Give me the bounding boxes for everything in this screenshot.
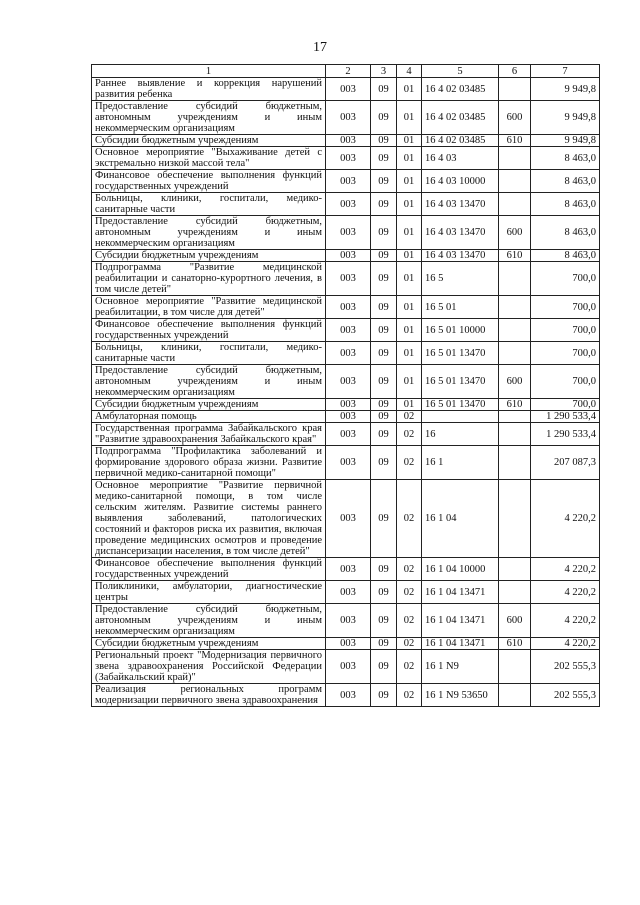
row-name-cell: Поликлиники, амбулатории, диагностические центры [92, 581, 326, 604]
target-article-cell: 16 5 01 13470 [422, 365, 499, 399]
target-article-cell: 16 4 03 13470 [422, 193, 499, 216]
admin-code-cell: 003 [326, 650, 371, 684]
section-cell: 09 [371, 365, 397, 399]
section-cell: 09 [371, 135, 397, 147]
table-row [92, 684, 600, 707]
table-row [92, 262, 600, 296]
admin-code-cell: 003 [326, 135, 371, 147]
amount-cell: 8 463,0 [531, 193, 600, 216]
row-name-cell: Субсидии бюджетным учреждениям [92, 250, 326, 262]
section-cell: 09 [371, 411, 397, 423]
amount-cell: 700,0 [531, 365, 600, 399]
expense-type-cell [499, 147, 531, 170]
amount-cell: 4 220,2 [531, 558, 600, 581]
amount-cell: 700,0 [531, 342, 600, 365]
amount-cell: 9 949,8 [531, 78, 600, 101]
admin-code-cell: 003 [326, 423, 371, 446]
target-article-cell: 16 1 N9 53650 [422, 684, 499, 707]
admin-code-cell: 003 [326, 480, 371, 558]
column-header: 5 [422, 65, 499, 78]
subsection-cell: 02 [397, 604, 422, 638]
admin-code-cell: 003 [326, 193, 371, 216]
row-name-cell: Основное мероприятие "Развитие первичной медико-санитарной помощи, в том числе сельским жителям. Развитие системы раннего выявления заболеваний, патологических состояний и факторов риска их развития, включая проведение медицинских осмотров и проведение диспансеризации населения, в том числе детей" [92, 480, 326, 558]
table-row [92, 216, 600, 250]
target-article-cell: 16 1 [422, 446, 499, 480]
section-cell: 09 [371, 147, 397, 170]
row-name-cell: Больницы, клиники, госпитали, медико-санитарные части [92, 193, 326, 216]
section-cell: 09 [371, 262, 397, 296]
section-cell: 09 [371, 78, 397, 101]
row-name-cell: Финансовое обеспечение выполнения функций государственных учреждений [92, 170, 326, 193]
expense-type-cell [499, 342, 531, 365]
column-header: 3 [371, 65, 397, 78]
target-article-cell: 16 4 03 13470 [422, 216, 499, 250]
row-name-cell: Финансовое обеспечение выполнения функций государственных учреждений [92, 558, 326, 581]
expense-type-cell: 610 [499, 399, 531, 411]
expense-type-cell [499, 650, 531, 684]
expense-type-cell: 600 [499, 101, 531, 135]
amount-cell: 202 555,3 [531, 684, 600, 707]
target-article-cell: 16 5 [422, 262, 499, 296]
row-name-cell: Подпрограмма "Профилактика заболеваний и формирование здорового образа жизни. Развитие первичной медико-санитарной помощи" [92, 446, 326, 480]
table-row [92, 319, 600, 342]
expense-type-cell: 610 [499, 250, 531, 262]
amount-cell: 8 463,0 [531, 147, 600, 170]
expense-type-cell [499, 170, 531, 193]
table-row [92, 342, 600, 365]
subsection-cell: 01 [397, 365, 422, 399]
row-name-cell: Раннее выявление и коррекция нарушений развития ребенка [92, 78, 326, 101]
amount-cell: 700,0 [531, 399, 600, 411]
admin-code-cell: 003 [326, 170, 371, 193]
table-row [92, 399, 600, 411]
subsection-cell: 01 [397, 101, 422, 135]
column-header: 1 [92, 65, 326, 78]
amount-cell: 9 949,8 [531, 135, 600, 147]
target-article-cell: 16 4 03 13470 [422, 250, 499, 262]
section-cell: 09 [371, 101, 397, 135]
row-name-cell: Основное мероприятие "Развитие медицинской реабилитации, в том числе для детей" [92, 296, 326, 319]
budget-table [91, 64, 600, 707]
subsection-cell: 02 [397, 411, 422, 423]
section-cell: 09 [371, 650, 397, 684]
admin-code-cell: 003 [326, 684, 371, 707]
subsection-cell: 01 [397, 250, 422, 262]
row-name-cell: Больницы, клиники, госпитали, медико-санитарные части [92, 342, 326, 365]
table-row [92, 604, 600, 638]
section-cell: 09 [371, 638, 397, 650]
target-article-cell: 16 5 01 13470 [422, 399, 499, 411]
amount-cell: 1 290 533,4 [531, 423, 600, 446]
subsection-cell: 01 [397, 262, 422, 296]
expense-type-cell [499, 480, 531, 558]
expense-type-cell [499, 319, 531, 342]
admin-code-cell: 003 [326, 296, 371, 319]
section-cell: 09 [371, 250, 397, 262]
subsection-cell: 01 [397, 342, 422, 365]
expense-type-cell [499, 411, 531, 423]
expense-type-cell: 610 [499, 638, 531, 650]
section-cell: 09 [371, 296, 397, 319]
section-cell: 09 [371, 480, 397, 558]
admin-code-cell: 003 [326, 216, 371, 250]
row-name-cell: Региональный проект "Модернизация первичного звена здравоохранения Российской Федерации (Забайкальский край)" [92, 650, 326, 684]
admin-code-cell: 003 [326, 558, 371, 581]
section-cell: 09 [371, 446, 397, 480]
row-name-cell: Основное мероприятие "Выхаживание детей с экстремально низкой массой тела" [92, 147, 326, 170]
expense-type-cell: 600 [499, 604, 531, 638]
expense-type-cell [499, 78, 531, 101]
target-article-cell: 16 1 04 13471 [422, 638, 499, 650]
row-name-cell: Предоставление субсидий бюджетным, автономным учреждениям и иным некоммерческим организациям [92, 216, 326, 250]
amount-cell: 9 949,8 [531, 101, 600, 135]
row-name-cell: Субсидии бюджетным учреждениям [92, 638, 326, 650]
admin-code-cell: 003 [326, 604, 371, 638]
target-article-cell: 16 4 03 [422, 147, 499, 170]
expense-type-cell [499, 446, 531, 480]
table-row [92, 423, 600, 446]
admin-code-cell: 003 [326, 342, 371, 365]
table-row [92, 250, 600, 262]
expense-type-cell: 600 [499, 216, 531, 250]
subsection-cell: 01 [397, 319, 422, 342]
table-row [92, 446, 600, 480]
amount-cell: 700,0 [531, 296, 600, 319]
table-row [92, 170, 600, 193]
table-row [92, 101, 600, 135]
row-name-cell: Амбулаторная помощь [92, 411, 326, 423]
target-article-cell: 16 4 02 03485 [422, 78, 499, 101]
target-article-cell [422, 411, 499, 423]
row-name-cell: Субсидии бюджетным учреждениям [92, 399, 326, 411]
target-article-cell: 16 1 04 [422, 480, 499, 558]
table-header-row [92, 65, 600, 78]
amount-cell: 207 087,3 [531, 446, 600, 480]
subsection-cell: 02 [397, 684, 422, 707]
subsection-cell: 02 [397, 446, 422, 480]
table-row [92, 480, 600, 558]
subsection-cell: 02 [397, 650, 422, 684]
admin-code-cell: 003 [326, 399, 371, 411]
amount-cell: 8 463,0 [531, 216, 600, 250]
expense-type-cell [499, 684, 531, 707]
column-header: 6 [499, 65, 531, 78]
admin-code-cell: 003 [326, 78, 371, 101]
amount-cell: 700,0 [531, 262, 600, 296]
target-article-cell: 16 1 N9 [422, 650, 499, 684]
expense-type-cell [499, 581, 531, 604]
subsection-cell: 01 [397, 216, 422, 250]
amount-cell: 4 220,2 [531, 480, 600, 558]
row-name-cell: Предоставление субсидий бюджетным, автономным учреждениям и иным некоммерческим организациям [92, 604, 326, 638]
page-number: 17 [313, 40, 327, 55]
subsection-cell: 01 [397, 147, 422, 170]
amount-cell: 1 290 533,4 [531, 411, 600, 423]
amount-cell: 4 220,2 [531, 581, 600, 604]
expense-type-cell: 610 [499, 135, 531, 147]
table-row [92, 78, 600, 101]
target-article-cell: 16 1 04 13471 [422, 604, 499, 638]
section-cell: 09 [371, 423, 397, 446]
admin-code-cell: 003 [326, 581, 371, 604]
amount-cell: 8 463,0 [531, 250, 600, 262]
section-cell: 09 [371, 558, 397, 581]
subsection-cell: 02 [397, 423, 422, 446]
table-row [92, 193, 600, 216]
target-article-cell: 16 5 01 13470 [422, 342, 499, 365]
expense-type-cell [499, 262, 531, 296]
admin-code-cell: 003 [326, 411, 371, 423]
table-row [92, 638, 600, 650]
row-name-cell: Предоставление субсидий бюджетным, автономным учреждениям и иным некоммерческим организациям [92, 101, 326, 135]
subsection-cell: 01 [397, 170, 422, 193]
target-article-cell: 16 1 04 13471 [422, 581, 499, 604]
row-name-cell: Предоставление субсидий бюджетным, автономным учреждениям и иным некоммерческим организациям [92, 365, 326, 399]
row-name-cell: Субсидии бюджетным учреждениям [92, 135, 326, 147]
table-row [92, 581, 600, 604]
subsection-cell: 01 [397, 296, 422, 319]
row-name-cell: Подпрограмма "Развитие медицинской реабилитации и санаторно-курортного лечения, в том числе детей" [92, 262, 326, 296]
section-cell: 09 [371, 399, 397, 411]
row-name-cell: Финансовое обеспечение выполнения функций государственных учреждений [92, 319, 326, 342]
target-article-cell: 16 5 01 10000 [422, 319, 499, 342]
row-name-cell: Государственная программа Забайкальского края "Развитие здравоохранения Забайкальского края" [92, 423, 326, 446]
amount-cell: 202 555,3 [531, 650, 600, 684]
table-row [92, 147, 600, 170]
target-article-cell: 16 4 02 03485 [422, 101, 499, 135]
amount-cell: 700,0 [531, 319, 600, 342]
amount-cell: 4 220,2 [531, 638, 600, 650]
admin-code-cell: 003 [326, 638, 371, 650]
section-cell: 09 [371, 170, 397, 193]
table-row [92, 365, 600, 399]
target-article-cell: 16 4 02 03485 [422, 135, 499, 147]
section-cell: 09 [371, 319, 397, 342]
amount-cell: 8 463,0 [531, 170, 600, 193]
table-row [92, 558, 600, 581]
subsection-cell: 02 [397, 558, 422, 581]
section-cell: 09 [371, 581, 397, 604]
table-row [92, 135, 600, 147]
section-cell: 09 [371, 342, 397, 365]
subsection-cell: 02 [397, 581, 422, 604]
target-article-cell: 16 5 01 [422, 296, 499, 319]
expense-type-cell [499, 558, 531, 581]
column-header: 2 [326, 65, 371, 78]
admin-code-cell: 003 [326, 446, 371, 480]
expense-type-cell [499, 423, 531, 446]
target-article-cell: 16 1 04 10000 [422, 558, 499, 581]
table-row [92, 411, 600, 423]
subsection-cell: 01 [397, 135, 422, 147]
expense-type-cell [499, 296, 531, 319]
target-article-cell: 16 4 03 10000 [422, 170, 499, 193]
subsection-cell: 01 [397, 399, 422, 411]
column-header: 7 [531, 65, 600, 78]
admin-code-cell: 003 [326, 101, 371, 135]
admin-code-cell: 003 [326, 319, 371, 342]
admin-code-cell: 003 [326, 365, 371, 399]
subsection-cell: 01 [397, 78, 422, 101]
admin-code-cell: 003 [326, 250, 371, 262]
section-cell: 09 [371, 216, 397, 250]
subsection-cell: 02 [397, 638, 422, 650]
target-article-cell: 16 [422, 423, 499, 446]
table-body [92, 78, 600, 707]
table-row [92, 650, 600, 684]
expense-type-cell [499, 193, 531, 216]
expense-type-cell: 600 [499, 365, 531, 399]
section-cell: 09 [371, 193, 397, 216]
section-cell: 09 [371, 604, 397, 638]
subsection-cell: 02 [397, 480, 422, 558]
section-cell: 09 [371, 684, 397, 707]
admin-code-cell: 003 [326, 147, 371, 170]
column-header: 4 [397, 65, 422, 78]
row-name-cell: Реализация региональных программ модернизации первичного звена здравоохранения [92, 684, 326, 707]
table-row [92, 296, 600, 319]
amount-cell: 4 220,2 [531, 604, 600, 638]
admin-code-cell: 003 [326, 262, 371, 296]
subsection-cell: 01 [397, 193, 422, 216]
